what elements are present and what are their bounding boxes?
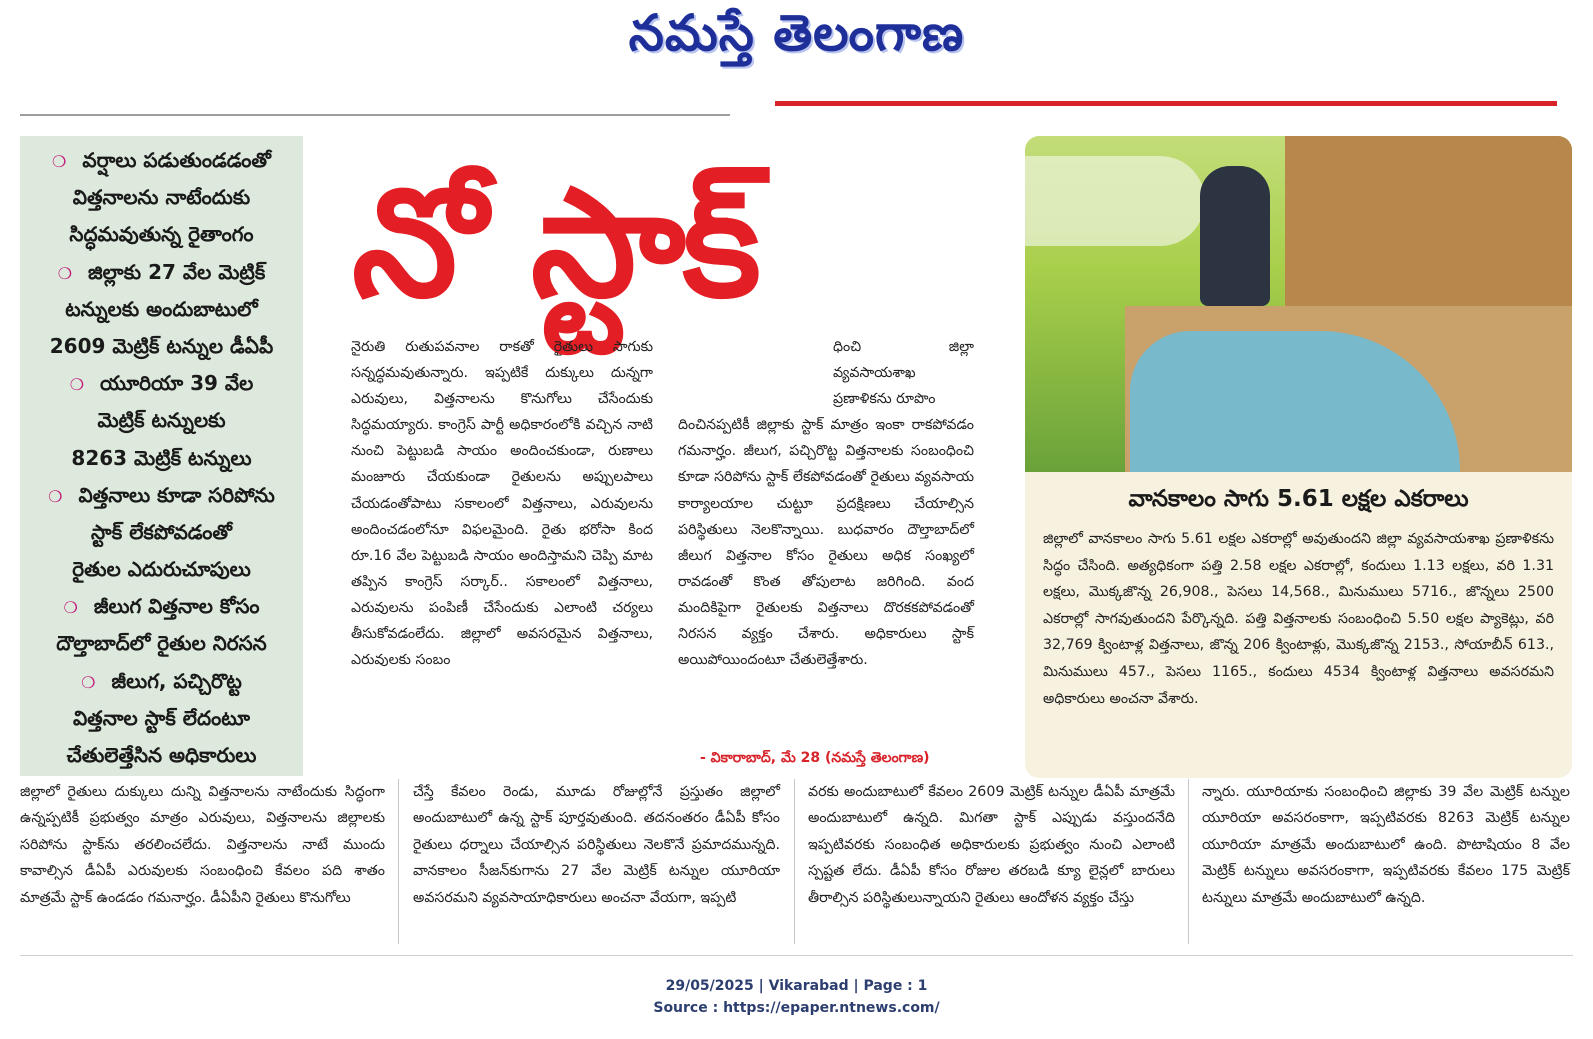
farmer-figure <box>1200 166 1270 306</box>
bottom-column-2 <box>413 779 780 911</box>
highlight-line: టన్నులకు అందుబాటులో <box>65 296 258 321</box>
sidebar-body <box>1043 526 1554 712</box>
highlight-line: రైతుల ఎదురుచూపులు <box>72 557 251 582</box>
highlight-line: దౌల్తాబాద్‌లో రైతుల నిరసన <box>56 631 267 656</box>
bottom-text: వరకు అందుబాటులో కేవలం 2609 మెట్రిక్ టన్నుల డీఏపీ మాత్రమే అందుబాటులో ఉన్నది. మిగతా స్టాక్ ఎప్పుడు వస్తుందనేది ఇప్పటివరకు సంబంధిత అధికారులకు ప్రభుత్వం నుంచి ఎలాంటి స్పష్టత లేదు. డీఏపీ కోసం రోజుల తరబడి క్యూ లైన్లలో బారులు తీరాల్సిన పరిస్థితులున్నాయని రైతులు ఆందోళన వ్యక్తం చేస్తు <box>808 784 1175 906</box>
highlight-item <box>26 477 297 589</box>
byline: - వికారాబాద్, మే 28 (నమస్తే తెలంగాణ) <box>700 750 930 766</box>
spray-shape <box>1025 156 1205 246</box>
bullet-icon: ❍ <box>52 152 67 171</box>
highlight-line: వర్షాలు పడుతుండడంతో <box>82 148 271 172</box>
highlight-line: 2609 మెట్రిక్ టన్నుల డీఏపీ <box>49 333 274 358</box>
story-text-continued: ధించి జిల్లా వ్యవసాయశాఖ ప్రణాళికను రూపొం <box>833 339 974 408</box>
highlight-line: విత్తనాల స్టాక్ లేదంటూ <box>72 705 251 730</box>
farm-fertilizer-photo <box>1025 136 1572 472</box>
bullet-icon: ❍ <box>63 598 78 618</box>
highlight-line: జీలుగ, పచ్చిరొట్ట <box>111 668 242 693</box>
sidebar-text: జిల్లాలో వానకాలం సాగు 5.61 లక్షల ఎకరాల్లో అవుతుందని జిల్లా వ్యవసాయశాఖ ప్రణాళికను సిద్ధం చేసింది. అత్యధికంగా పత్తి 2.58 లక్షల ఎకరాల్లో, కందులు 1.13 లక్షలు, వరి 1.31 లక్షలు, మొక్కజొన్న 26,908., పెసలు 14,568., మినుములు 5716., జొన్నలు 2500 ఎకరాల్లో సాగవుతుందని పేర్కొన్నది. పత్తి విత్తనాలకు సంబంధించి 5.50 లక్షల ప్యాకెట్లు, వరి 32,769 క్వింటాళ్ల విత్తనాలు, జొన్న 206 క్వింటాళ్లు, మొక్కజొన్న 2153., సోయాబీన్ 613., మినుములు 457., పెసలు 1165., కందులు 4534 క్వింటాళ్ల విత్తనాలు అవసరమని అధికారులు అంచనా వేశారు. <box>1043 531 1554 707</box>
highlight-line: చేతులెత్తేసిన అధికారులు <box>66 743 257 767</box>
story-column-2 <box>678 334 974 673</box>
footer-source: Source : https://epaper.ntnews.com/ <box>653 1000 940 1016</box>
highlight-line: మెట్రిక్ టన్నులకు <box>97 408 226 433</box>
bottom-column-4 <box>1202 779 1570 911</box>
red-rule <box>775 101 1557 106</box>
masthead-logo: నమస్తే తెలంగాణ <box>628 4 965 62</box>
highlight-line: విత్తనాలు కూడా సరిపోను <box>78 482 275 507</box>
bullet-icon: ❍ <box>48 486 63 506</box>
highlight-item <box>26 663 297 775</box>
bullet-icon: ❍ <box>69 375 85 395</box>
bullet-icon: ❍ <box>81 672 96 692</box>
bottom-text: న్నారు. యూరియాకు సంబంధించి జిల్లాకు 39 వేల మెట్రిక్ టన్నుల యూరియా అవసరంకాగా, ఇప్పటివరకు 8263 మెట్రిక్ టన్నుల యూరియా మాత్రమే అందుబాటులో ఉంది. పొటాషియం 8 వేల మెట్రిక్ టన్నులు అవసరంకాగా, ఇప్పటివరకు కేవలం 175 మెట్రిక్ టన్నులు మాత్రమే అందుబాటులో ఉన్నది. <box>1202 784 1570 906</box>
story-column-1 <box>351 334 653 673</box>
column-divider <box>398 779 399 944</box>
highlight-item <box>26 142 297 254</box>
highlight-line: 8263 మెట్రిక్ టన్నులు <box>71 445 252 470</box>
top-rule <box>20 114 730 116</box>
highlight-item <box>26 588 297 662</box>
highlight-item <box>26 254 297 366</box>
bottom-text: జిల్లాలో రైతులు దుక్కులు దున్ని విత్తనాలను నాటేందుకు సిద్ధంగా ఉన్నప్పటికీ ప్రభుత్వం మాత్రం ఎరువులు, విత్తనాలను జిల్లాలకు సరిపోను స్టాక్‌ను తరలించలేదు. విత్తనాలను నాటే ముందు కావాల్సిన డీఏపీ ఎరువులకు సంబంధించి కేవలం పది శాతం మాత్రమే స్టాక్ ఉండడం గమనార్హం. డీఏపీని రైతులు కొనుగోలు <box>20 784 385 906</box>
bottom-text: చేస్తే కేవలం రెండు, మూడు రోజుల్లోనే ప్రస్తుతం జిల్లాలో అందుబాటులో ఉన్న స్టాక్ పూర్తవుతుంది. తదనంతరం డీఏపీ కోసం రైతులు ధర్నాలు చేయాల్సిన పరిస్థితులు నెలకొనే ప్రమాదమున్నది. వానకాలం సీజన్‌కుగాను 27 వేల మెట్రిక్ టన్నుల యూరియా అవసరమని వ్యవసాయాధికారులు అంచనా వేయగా, ఇప్పటి <box>413 784 780 906</box>
highlight-line: స్టాక్ లేకపోవడంతో <box>91 519 232 544</box>
sidebar-story <box>1025 472 1572 778</box>
column-divider <box>794 779 795 944</box>
story-text: దించినప్పటికీ జిల్లాకు స్టాక్ మాత్రం ఇంకా రాకపోవడం గమనార్హం. జీలుగ, పచ్చిరొట్ట విత్తనాలకు సంబంధించి కూడా సరిపోను స్టాక్ లేకపోవడంతో రైతులు వ్యవసాయ కార్యాలయాల చుట్టూ ప్రదక్షిణలు చేయాల్సిన పరిస్థితులు నెలకొన్నాయి. బుధవారం దౌల్తాబాద్‌లో జీలుగ విత్తనాల కోసం రైతులు అధిక సంఖ్యలో రావడంతో కొంత తోపులాట జరిగింది. వంద మందికిపైగా రైతులకు విత్తనాలు దొరకకపోవడంతో నిరసన వ్యక్తం చేశారు. అధికారులు స్టాక్ అయిపోయిందంటూ చేతులెత్తేశారు. <box>678 417 974 669</box>
bullet-icon: ❍ <box>57 263 73 283</box>
highlight-line: యూరియా 39 వేల <box>100 371 254 396</box>
highlight-line: సిద్ధమవుతున్న రైతాంగం <box>69 222 254 247</box>
highlight-item <box>26 365 297 477</box>
bottom-column-3 <box>808 779 1175 911</box>
highlights-box <box>20 136 303 776</box>
bottom-rule <box>20 955 1573 956</box>
bottom-column-1 <box>20 779 385 911</box>
seed-bowls-shape <box>1285 136 1572 306</box>
highlight-line: విత్తనాలను నాటేందుకు <box>72 185 251 210</box>
highlight-line: జీలుగ విత్తనాల కోసం <box>93 594 260 619</box>
highlight-line: జిల్లాకు 27 వేల మెట్రిక్ <box>88 259 266 284</box>
footer-date-page: 29/05/2025 | Vikarabad | Page : 1 <box>665 978 928 994</box>
sidebar-title: వానకాలం సాగు 5.61 లక్షల ఎకరాలు <box>1128 486 1469 512</box>
story-text: నైరుతి రుతుపవనాల రాకతో రైతులు సాగుకు సన్నద్ధమవుతున్నారు. ఇప్పటికే దుక్కులు దున్నగా ఎరువులు, విత్తనాలను కొనుగోలు చేసేందుకు సిద్ధమయ్యారు. కాంగ్రెస్ పార్టీ అధికారంలోకి వచ్చిన నాటి నుంచి పెట్టుబడి సాయం అందించకుండా, రుణాలు మంజూరు చేయకుండా రైతులను అప్పులపాలు చేయడంతోపాటు సకాలంలో విత్తనాలు, ఎరువులను అందించడంలోనూ విఫలమైంది. రైతు భరోసా కింద రూ.16 వేల పెట్టుబడి సాయం అందిస్తామని చెప్పి మాట తప్పిన కాంగ్రెస్ సర్కార్.. సకాలంలో విత్తనాలు, ఎరువులను పంపిణీ చేసేందుకు ఎలాంటి చర్యలు తీసుకోవడంలేదు. జిల్లాలో అవసరమైన విత్తనాలు, ఎరువులకు సంబం <box>351 339 653 669</box>
headline: నో స్టాక్ <box>352 157 757 331</box>
column-divider <box>1188 779 1189 944</box>
